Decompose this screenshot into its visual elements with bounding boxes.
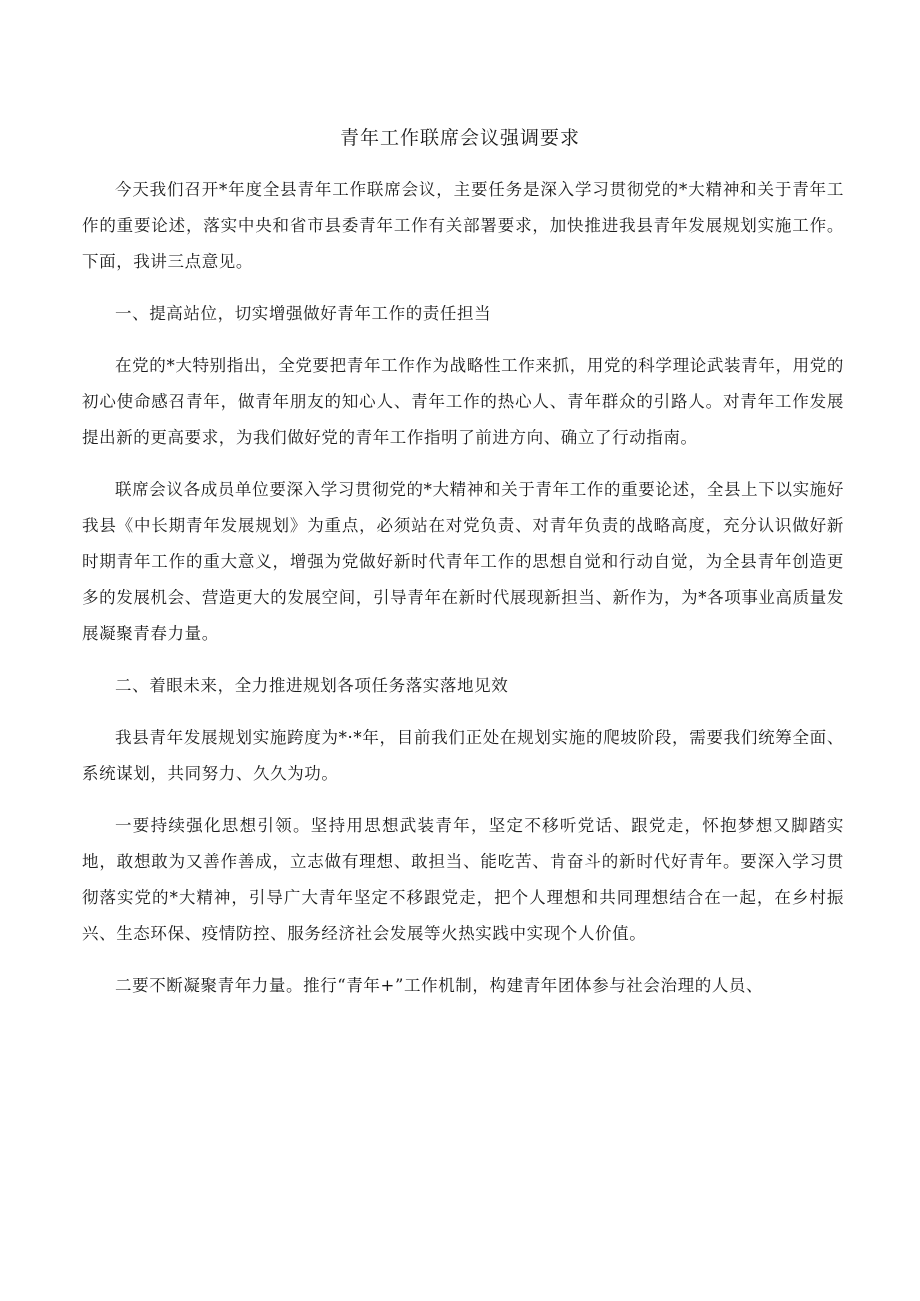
document-body (82, 172, 844, 1020)
paragraph-intro: 今天我们召开*年度全县青年工作联席会议，主要任务是深入学习贯彻党的*大精神和关于青年工作的重要论述，落实中央和省市县委青年工作有关部署要求，加快推进我县青年发展规划实施工作。下面，我讲三点意见。 (82, 180, 844, 271)
paragraph: 联席会议各成员单位要深入学习贯彻党的*大精神和关于青年工作的重要论述，全县上下以实施好我县《中长期青年发展规划》为重点，必须站在对党负责、对青年负责的战略高度，充分认识做好新时期青年工作的重大意义，增强为党做好新时代青年工作的思想自觉和行动自觉，为全县青年创造更多的发展机会、营造更大的发展空间，引导青年在新时代展现新担当、新作为，为*各项事业高质量发展凝聚青春力量。 (82, 480, 844, 643)
document-title: 青年工作联席会议强调要求 (339, 127, 580, 149)
paragraph: 在党的*大特别指出，全党要把青年工作作为战略性工作来抓，用党的科学理论武装青年，用党的初心使命感召青年，做青年朋友的知心人、青年工作的热心人、青年群众的引路人。对青年工作发展提出新的更高要求，为我们做好党的青年工作指明了前进方向、确立了行动指南。 (82, 356, 844, 447)
paragraph: 一要持续强化思想引领。坚持用思想武装青年，坚定不移听党话、跟党走，怀抱梦想又脚踏实地，敢想敢为又善作善成，立志做有理想、敢担当、能吃苦、肯奋斗的新时代好青年。要深入学习贯彻落实党的*大精神，引导广大青年坚定不移跟党走，把个人理想和共同理想结合在一起，在乡村振兴、生态环保、疫情防控、服务经济社会发展等火热实践中实现个人价值。 (82, 816, 844, 943)
paragraph: 我县青年发展规划实施跨度为*·*年，目前我们正处在规划实施的爬坡阶段，需要我们统筹全面、系统谋划，共同努力、久久为功。 (82, 728, 844, 783)
section-heading-1: 一、提高站位，切实增强做好青年工作的责任担当 (115, 304, 492, 323)
paragraph: 二要不断凝聚青年力量。推行“青年+”工作机制，构建青年团体参与社会治理的人员、 (115, 976, 764, 995)
section-heading-2: 二、着眼未来，全力推进规划各项任务落实落地见效 (115, 676, 509, 695)
